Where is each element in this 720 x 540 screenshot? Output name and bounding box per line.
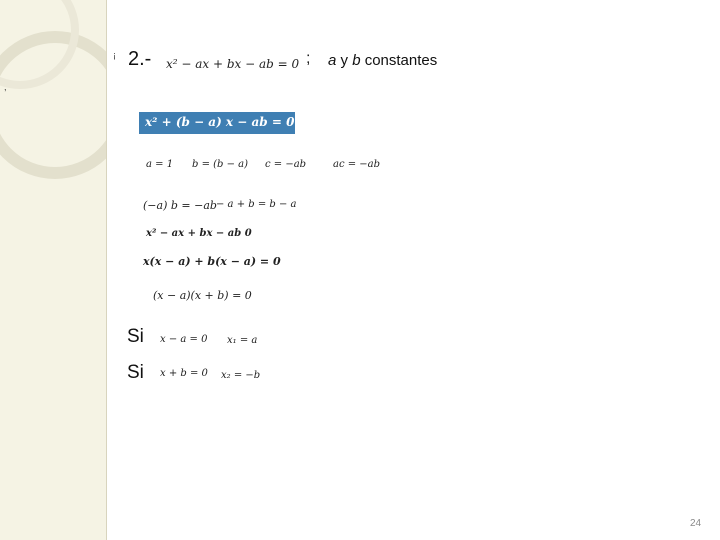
highlighted-equation-box [139, 112, 295, 134]
coef-c: c = −ab [265, 159, 307, 170]
problem-number: 2.- [128, 48, 152, 70]
constant-b: b [352, 52, 361, 69]
constants-note [328, 52, 437, 69]
solution-root-2: x₂ = −b [221, 370, 261, 381]
page-number: 24 [690, 518, 702, 529]
coef-b: b = (b − a) [192, 159, 249, 170]
solution-root-1: x₁ = a [227, 335, 258, 346]
constant-a: a [328, 52, 337, 69]
decorative-rings-icon [0, 0, 106, 540]
coef-a: a = 1 [146, 159, 174, 170]
factor-product: (−a) b = −ab [143, 199, 217, 212]
step-regroup: x² − ax + bx − ab 0 [146, 228, 252, 239]
step-factored: (x − a)(x + b) = 0 [153, 289, 252, 302]
step-common-factor: x(x − a) + b(x − a) = 0 [143, 255, 281, 268]
solution-condition-2: x + b = 0 [160, 368, 208, 379]
factor-sum: − a + b = b − a [216, 199, 297, 210]
problem-equation: x² − ax + bx − ab = 0 [166, 57, 300, 71]
separator: ; [306, 50, 311, 67]
decorative-sidebar [0, 0, 107, 540]
solution-label-1: Si [127, 326, 144, 347]
solution-condition-1: x − a = 0 [160, 334, 208, 345]
constants-word: constantes [364, 52, 438, 69]
stray-mark: , [4, 82, 7, 92]
highlighted-equation: x² + (b − a) x − ab = 0 [145, 115, 295, 129]
bullet-marker: ¡ [113, 50, 116, 60]
solution-label-2: Si [127, 362, 144, 383]
constant-y: y [340, 52, 349, 69]
coef-ac: ac = −ab [333, 159, 381, 170]
